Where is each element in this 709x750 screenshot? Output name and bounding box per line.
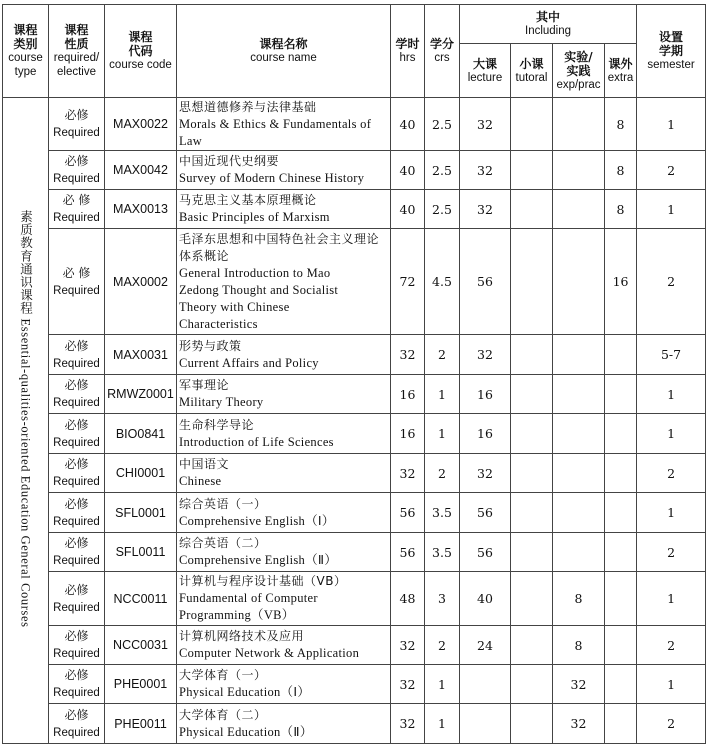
nature-zh: 必修 <box>64 154 89 168</box>
extra-value: 8 <box>605 98 637 151</box>
course-name-en: Morals & Ethics & Fundamentals of Law <box>179 116 372 148</box>
tutorial-value <box>511 229 553 335</box>
tutorial-value <box>511 454 553 493</box>
course-name-en: Basic Principles of Marxism <box>179 210 330 224</box>
exp-value <box>553 151 605 190</box>
lecture-value: 56 <box>460 493 511 533</box>
header-lecture-en: lecture <box>467 71 503 84</box>
course-name-cell <box>177 229 391 335</box>
nature-cell <box>49 626 105 665</box>
course-name-en: Survey of Modern Chinese History <box>179 171 365 185</box>
hours-value: 56 <box>391 533 425 572</box>
nature-zh: 必修 <box>64 378 89 392</box>
lecture-value: 16 <box>460 414 511 454</box>
nature-cell <box>49 190 105 229</box>
header-course-code <box>105 5 177 98</box>
course-name-cell <box>177 414 391 454</box>
extra-value <box>605 454 637 493</box>
table-row <box>3 151 706 190</box>
course-name-en: Comprehensive English（Ⅱ） <box>179 553 338 567</box>
header-name-zh: 课程名称 <box>259 37 308 51</box>
nature-cell <box>49 414 105 454</box>
hours-value: 56 <box>391 493 425 533</box>
course-name-cell <box>177 626 391 665</box>
header-extra <box>605 44 637 98</box>
course-name-cell <box>177 335 391 375</box>
exp-value <box>553 533 605 572</box>
hours-value: 32 <box>391 335 425 375</box>
course-code: MAX0042 <box>105 151 177 190</box>
semester-value: 1 <box>637 665 706 704</box>
header-semester-zh: 设置学期 <box>659 30 684 58</box>
lecture-value <box>460 665 511 704</box>
course-name-zh: 思想道德修养与法律基础 <box>179 99 317 114</box>
nature-zh: 必修 <box>64 496 89 511</box>
extra-value: 8 <box>605 151 637 190</box>
exp-value <box>553 229 605 335</box>
credits-value: 2 <box>425 454 460 493</box>
course-name-cell <box>177 454 391 493</box>
hours-value: 48 <box>391 572 425 626</box>
table-row <box>3 533 706 572</box>
header-exp-prac <box>553 44 605 98</box>
course-name-zh: 生命科学导论 <box>179 417 255 432</box>
semester-value: 2 <box>637 454 706 493</box>
extra-value <box>605 572 637 626</box>
extra-value: 8 <box>605 190 637 229</box>
table-row <box>3 229 706 335</box>
tutorial-value <box>511 335 553 375</box>
nature-cell <box>49 665 105 704</box>
header-hrs-zh: 学时 <box>395 37 420 51</box>
course-name-cell <box>177 98 391 151</box>
semester-value: 2 <box>637 151 706 190</box>
credits-value: 3.5 <box>425 533 460 572</box>
header-extra-zh: 课外 <box>608 56 633 71</box>
course-code: MAX0031 <box>105 335 177 375</box>
lecture-value: 40 <box>460 572 511 626</box>
header-type-en: course type <box>8 52 43 78</box>
nature-zh: 必 修 <box>62 265 91 280</box>
nature-en: Required <box>53 212 100 224</box>
header-including-en: Including <box>525 25 572 37</box>
course-name-zh: 大学体育（二） <box>179 707 267 722</box>
course-name-en: Introduction of Life Sciences <box>179 434 334 449</box>
header-tutoral-en: tutoral <box>515 71 548 84</box>
credits-value: 2 <box>425 335 460 375</box>
hours-value: 32 <box>391 704 425 744</box>
course-name-cell <box>177 572 391 626</box>
tutorial-value <box>511 151 553 190</box>
course-code: PHE0011 <box>105 704 177 744</box>
table-row <box>3 704 706 744</box>
course-name-en: Chinese <box>179 474 222 488</box>
nature-zh: 必修 <box>64 707 89 722</box>
nature-zh: 必 修 <box>62 193 91 207</box>
course-code: SFL0001 <box>105 493 177 533</box>
nature-zh: 必修 <box>64 417 89 432</box>
hours-value: 16 <box>391 375 425 414</box>
nature-zh: 必修 <box>64 629 89 643</box>
course-name-cell <box>177 493 391 533</box>
lecture-value: 32 <box>460 454 511 493</box>
course-name-en: Comprehensive English（Ⅰ） <box>179 513 335 528</box>
header-name-en: course name <box>250 52 317 64</box>
table-row <box>3 190 706 229</box>
nature-zh: 必修 <box>64 668 89 682</box>
nature-en: Required <box>53 127 100 139</box>
credits-value: 2.5 <box>425 151 460 190</box>
semester-value: 1 <box>637 493 706 533</box>
tutorial-value <box>511 704 553 744</box>
nature-en: Required <box>53 601 100 614</box>
extra-value <box>605 626 637 665</box>
course-name-cell <box>177 533 391 572</box>
header-extra-en: extra <box>607 71 634 84</box>
header-crs-zh: 学分 <box>429 37 454 51</box>
tutorial-value <box>511 572 553 626</box>
table-row <box>3 335 706 375</box>
table-row <box>3 454 706 493</box>
course-name-zh: 毛泽东思想和中国特色社会主义理论体系概论 <box>179 231 380 263</box>
course-type-label: 素质教育通识课程 Essential-qualities-oriented Education General Courses <box>18 209 33 628</box>
table-row <box>3 626 706 665</box>
tutorial-value <box>511 533 553 572</box>
nature-zh: 必修 <box>64 338 89 353</box>
extra-value <box>605 335 637 375</box>
exp-value: 8 <box>553 572 605 626</box>
course-code: PHE0001 <box>105 665 177 704</box>
semester-value: 1 <box>637 190 706 229</box>
exp-value: 32 <box>553 704 605 744</box>
header-course-nature <box>49 5 105 98</box>
nature-cell <box>49 572 105 626</box>
extra-value <box>605 414 637 454</box>
nature-en: Required <box>53 397 100 409</box>
course-name-cell <box>177 375 391 414</box>
header-code-en: course code <box>109 59 172 71</box>
exp-value <box>553 190 605 229</box>
course-name-en: Military Theory <box>179 395 264 409</box>
course-name-en: Physical Education（Ⅰ） <box>179 685 311 699</box>
credits-value: 2.5 <box>425 98 460 151</box>
course-name-cell <box>177 704 391 744</box>
semester-value: 1 <box>637 98 706 151</box>
course-code: NCC0011 <box>105 572 177 626</box>
semester-value: 1 <box>637 414 706 454</box>
nature-en: Required <box>53 515 100 528</box>
course-type-cell <box>3 98 49 744</box>
semester-value: 1 <box>637 375 706 414</box>
header-semester-en: semester <box>647 59 695 71</box>
header-tutoral-zh: 小课 <box>519 56 544 71</box>
tutorial-value <box>511 626 553 665</box>
header-nature-en: required/ elective <box>53 52 100 78</box>
table-row <box>3 98 706 151</box>
course-name-zh: 计算机与程序设计基础（VB） <box>179 574 347 588</box>
tutorial-value <box>511 375 553 414</box>
header-hours <box>391 5 425 98</box>
lecture-value: 16 <box>460 375 511 414</box>
header-crs-en: crs <box>434 52 450 64</box>
course-code: MAX0022 <box>105 98 177 151</box>
tutorial-value <box>511 665 553 704</box>
nature-zh: 必修 <box>64 536 89 550</box>
hours-value: 40 <box>391 190 425 229</box>
course-name-cell <box>177 190 391 229</box>
hours-value: 32 <box>391 454 425 493</box>
tutorial-value <box>511 414 553 454</box>
exp-value: 8 <box>553 626 605 665</box>
hours-value: 16 <box>391 414 425 454</box>
course-code: BIO0841 <box>105 414 177 454</box>
course-name-zh: 中国语文 <box>179 457 230 471</box>
credits-value: 1 <box>425 704 460 744</box>
exp-value: 32 <box>553 665 605 704</box>
nature-zh: 必修 <box>64 457 89 471</box>
course-name-zh: 军事理论 <box>179 378 230 392</box>
exp-value <box>553 98 605 151</box>
table-row <box>3 665 706 704</box>
course-name-zh: 大学体育（一） <box>179 668 267 682</box>
course-name-en: Computer Network & Application <box>179 646 360 660</box>
credits-value: 2.5 <box>425 190 460 229</box>
header-code-zh: 课程代码 <box>128 30 153 58</box>
extra-value: 16 <box>605 229 637 335</box>
nature-en: Required <box>53 648 100 660</box>
course-code: MAX0002 <box>105 229 177 335</box>
course-code: CHI0001 <box>105 454 177 493</box>
course-table <box>2 4 706 744</box>
hours-value: 32 <box>391 665 425 704</box>
tutorial-value <box>511 98 553 151</box>
nature-en: Required <box>53 687 100 699</box>
exp-value <box>553 493 605 533</box>
nature-cell <box>49 98 105 151</box>
nature-en: Required <box>53 284 100 297</box>
course-name-cell <box>177 665 391 704</box>
nature-cell <box>49 335 105 375</box>
credits-value: 3 <box>425 572 460 626</box>
header-course-type <box>3 5 49 98</box>
nature-cell <box>49 493 105 533</box>
extra-value <box>605 533 637 572</box>
course-name-en: Current Affairs and Policy <box>179 355 319 370</box>
lecture-value: 32 <box>460 151 511 190</box>
nature-cell <box>49 454 105 493</box>
hours-value: 40 <box>391 151 425 190</box>
exp-value <box>553 335 605 375</box>
header-nature-zh: 课程性质 <box>64 23 89 51</box>
credits-value: 1 <box>425 375 460 414</box>
header-type-zh: 课程类别 <box>13 23 38 51</box>
tutorial-value <box>511 493 553 533</box>
header-credits <box>425 5 460 98</box>
extra-value <box>605 493 637 533</box>
header-lecture <box>460 44 511 98</box>
course-code: NCC0031 <box>105 626 177 665</box>
hours-value: 40 <box>391 98 425 151</box>
semester-value: 2 <box>637 626 706 665</box>
nature-cell <box>49 151 105 190</box>
header-including <box>460 5 637 44</box>
credits-value: 4.5 <box>425 229 460 335</box>
header-tutoral <box>511 44 553 98</box>
semester-value: 2 <box>637 704 706 744</box>
lecture-value: 24 <box>460 626 511 665</box>
credits-value: 1 <box>425 414 460 454</box>
course-name-zh: 综合英语（二） <box>179 536 267 550</box>
nature-cell <box>49 533 105 572</box>
nature-zh: 必修 <box>64 582 89 597</box>
credits-value: 2 <box>425 626 460 665</box>
course-name-en: Physical Education（Ⅱ） <box>179 724 313 739</box>
lecture-value: 32 <box>460 98 511 151</box>
lecture-value: 32 <box>460 335 511 375</box>
exp-value <box>553 375 605 414</box>
course-name-en: Fundamental of Computer Programming（VB） <box>179 591 318 622</box>
nature-en: Required <box>53 476 100 488</box>
semester-value: 5-7 <box>637 335 706 375</box>
exp-value <box>553 454 605 493</box>
nature-cell <box>49 704 105 744</box>
extra-value <box>605 375 637 414</box>
header-including-zh: 其中 <box>536 10 561 24</box>
course-code: RMWZ0001 <box>105 375 177 414</box>
hours-value: 72 <box>391 229 425 335</box>
nature-en: Required <box>53 173 100 185</box>
header-lecture-zh: 大课 <box>472 56 497 71</box>
course-name-zh: 综合英语（一） <box>179 496 267 511</box>
course-code: SFL0011 <box>105 533 177 572</box>
table-row <box>3 572 706 626</box>
extra-value <box>605 665 637 704</box>
nature-en: Required <box>53 726 100 739</box>
nature-zh: 必修 <box>64 108 89 122</box>
table-row <box>3 493 706 533</box>
extra-value <box>605 704 637 744</box>
table-row <box>3 375 706 414</box>
hours-value: 32 <box>391 626 425 665</box>
course-name-zh: 计算机网络技术及应用 <box>179 629 305 643</box>
header-hrs-en: hrs <box>399 52 416 64</box>
credits-value: 1 <box>425 665 460 704</box>
header-exp-en: exp/prac <box>556 78 601 91</box>
semester-value: 2 <box>637 533 706 572</box>
header-course-name <box>177 5 391 98</box>
course-name-zh: 马克思主义基本原理概论 <box>179 193 317 207</box>
course-name-en: General Introduction to Mao Zedong Thought and Socialist Theory with Chinese Characteristics <box>179 265 339 331</box>
lecture-value: 56 <box>460 533 511 572</box>
tutorial-value <box>511 190 553 229</box>
table-row <box>3 414 706 454</box>
header-exp-zh: 实验/实践 <box>564 49 593 78</box>
course-name-zh: 中国近现代史纲要 <box>179 154 280 168</box>
nature-en: Required <box>53 436 100 449</box>
nature-cell <box>49 375 105 414</box>
course-name-cell <box>177 151 391 190</box>
semester-value: 2 <box>637 229 706 335</box>
nature-en: Required <box>53 555 100 567</box>
lecture-value <box>460 704 511 744</box>
credits-value: 3.5 <box>425 493 460 533</box>
exp-value <box>553 414 605 454</box>
course-name-zh: 形势与政策 <box>179 338 242 353</box>
lecture-value: 56 <box>460 229 511 335</box>
nature-en: Required <box>53 357 100 370</box>
header-semester <box>637 5 706 98</box>
lecture-value: 32 <box>460 190 511 229</box>
semester-value: 1 <box>637 572 706 626</box>
course-code: MAX0013 <box>105 190 177 229</box>
nature-cell <box>49 229 105 335</box>
